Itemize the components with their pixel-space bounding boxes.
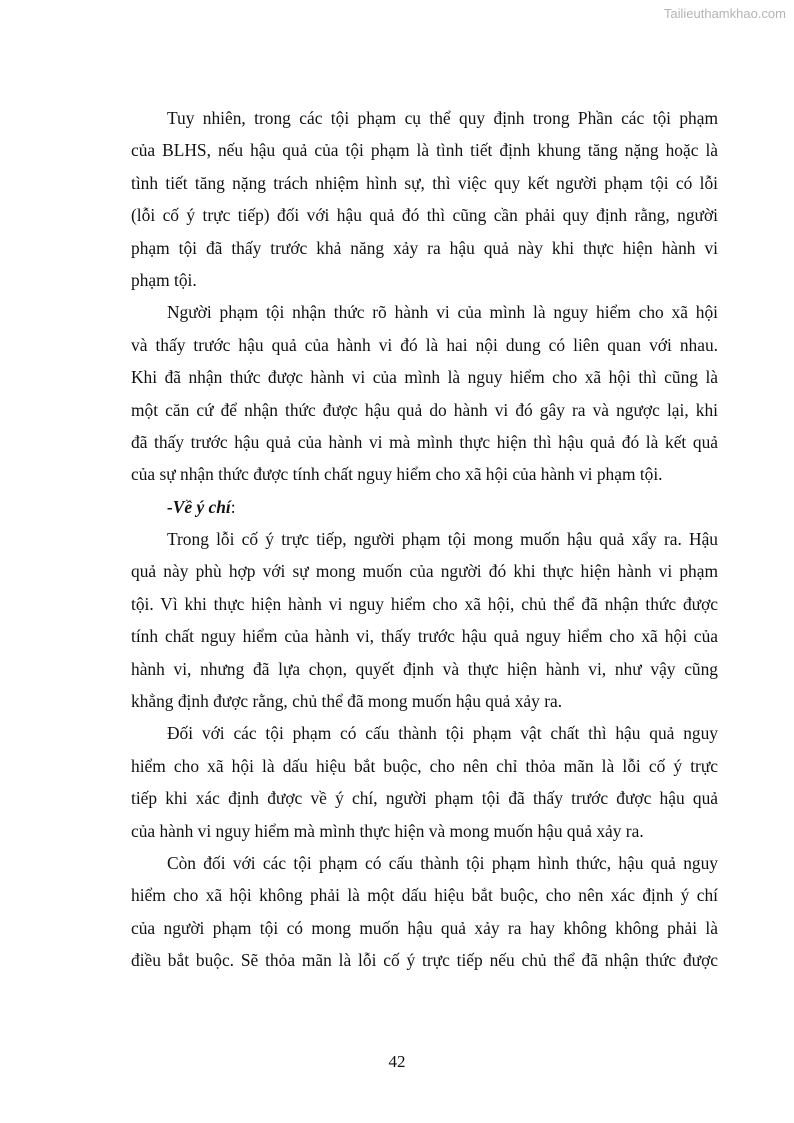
page-number: 42 [388, 1052, 406, 1071]
text-line: phạm tội đã thấy trước khả năng xảy ra hậu quả này khi thực hiện hành vi [131, 237, 718, 258]
paragraph [131, 717, 718, 847]
text-line: và thấy trước hậu quả của hành vi đó là hai nội dung có liên quan với nhau. [131, 334, 718, 355]
text-line: tiếp khi xác định được về ý chí, người phạm tội đã thấy trước được hậu quả [131, 788, 718, 809]
text-line: của hành vi nguy hiểm mà mình thực hiện và mong muốn hậu quả xảy ra. [131, 820, 644, 841]
text-line: Đối với các tội phạm có cấu thành tội phạm vật chất thì hậu quả nguy [167, 723, 718, 744]
text-line: một căn cứ để nhận thức được hậu quả do hành vi đó gây ra và ngược lại, khi [131, 399, 718, 420]
text-line: tính chất nguy hiểm của hành vi, thấy trước hậu quả nguy hiểm cho xã hội của [131, 626, 718, 647]
text-line: của BLHS, nếu hậu quả của tội phạm là tình tiết định khung tăng nặng hoặc là [131, 140, 718, 161]
text-line: Trong lỗi cố ý trực tiếp, người phạm tội mong muốn hậu quả xẩy ra. Hậu [167, 529, 718, 550]
text-line: của người phạm tội có mong muốn hậu quả xảy ra hay không không phải là [131, 917, 718, 938]
text-line: tình tiết tăng nặng trách nhiệm hình sự, thì việc quy kết người phạm tội có lỗi [131, 172, 718, 193]
text-line: đã thấy trước hậu quả của hành vi mà mình thực hiện thì hậu quả đó là kết quả [131, 431, 718, 452]
paragraph [131, 847, 718, 977]
text-line: tội. Vì khi thực hiện hành vi nguy hiểm cho xã hội, chủ thể đã nhận thức được [131, 593, 718, 614]
section-heading [131, 491, 718, 523]
heading-colon: : [230, 496, 236, 517]
text-line: của sự nhận thức được tính chất nguy hiểm cho xã hội của hành vi phạm tội. [131, 464, 663, 485]
text-line: Tuy nhiên, trong các tội phạm cụ thể quy định trong Phần các tội phạm [167, 108, 718, 128]
text-line: quả này phù hợp với sự mong muốn của người đó khi thực hiện hành vi phạm [131, 561, 718, 582]
watermark: Tailieuthamkhao.com [663, 6, 786, 21]
paragraph [131, 102, 718, 296]
text-line: hiểm cho xã hội là dấu hiệu bắt buộc, cho nên chỉ thỏa mãn là lỗi cố ý trực [131, 755, 718, 776]
text-line: (lỗi cố ý trực tiếp) đối với hậu quả đó thì cũng cần phải quy định rằng, người [131, 205, 718, 226]
heading-text: -Về ý chí [167, 496, 231, 517]
text-line: Người phạm tội nhận thức rõ hành vi của mình là nguy hiểm cho xã hội [167, 302, 718, 323]
document-body [131, 102, 718, 977]
text-line: hành vi, nhưng đã lựa chọn, quyết định và thực hiện hành vi, như vậy cũng [131, 658, 718, 679]
text-line: Khi đã nhận thức được hành vi của mình là nguy hiểm cho xã hội thì cũng là [131, 367, 718, 388]
text-line: hiểm cho xã hội không phải là một dấu hiệu bắt buộc, cho nên xác định ý chí [131, 885, 718, 906]
text-line: khẳng định được rằng, chủ thể đã mong muốn hậu quả xảy ra. [131, 691, 563, 712]
text-line: Còn đối với các tội phạm có cấu thành tội phạm hình thức, hậu quả nguy [167, 852, 718, 873]
text-line: phạm tội. [131, 269, 197, 290]
paragraph [131, 523, 718, 717]
paragraph [131, 296, 718, 490]
text-line: điều bắt buộc. Sẽ thỏa mãn là lỗi cố ý trực tiếp nếu chủ thể đã nhận thức được [131, 950, 718, 971]
